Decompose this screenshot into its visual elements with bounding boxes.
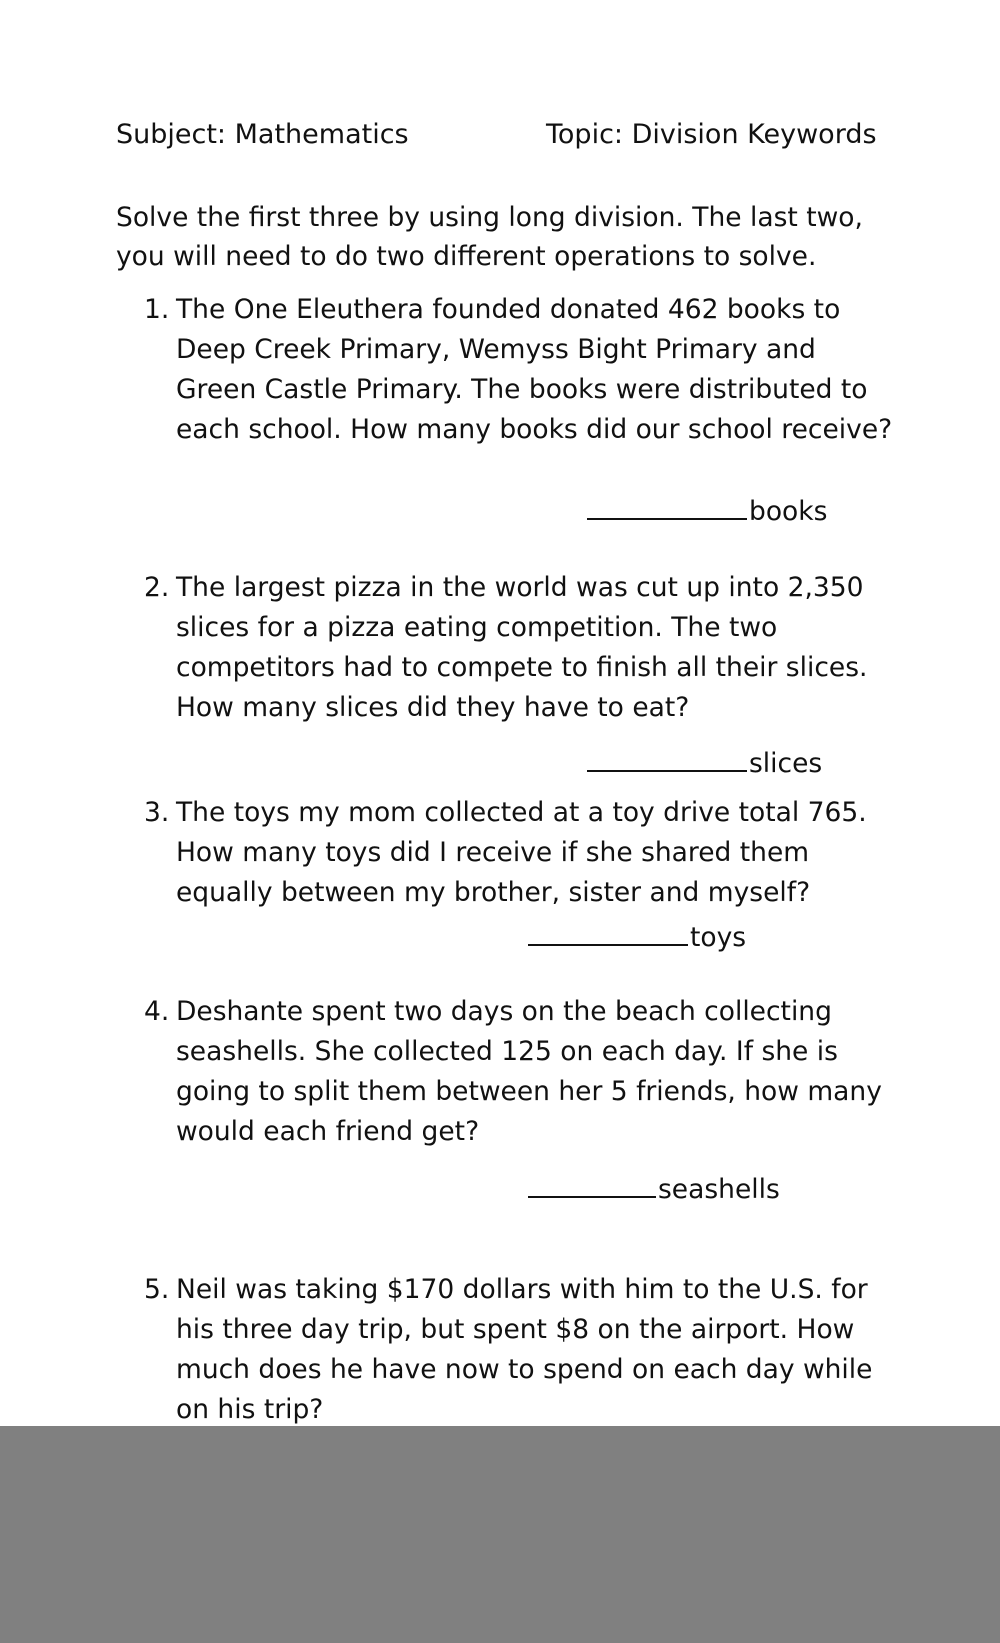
gray-footer-band <box>0 1426 1000 1643</box>
question-number: 3. <box>144 797 170 828</box>
answer-blank[interactable] <box>528 1168 656 1198</box>
answer-unit: books <box>749 496 828 527</box>
question-1 <box>144 290 904 450</box>
answer-line-2 <box>587 742 822 782</box>
answer-line-4 <box>528 1168 780 1208</box>
topic-heading: Topic: Division Keywords <box>546 119 877 150</box>
question-number: 5. <box>144 1274 170 1305</box>
answer-line-3 <box>528 916 746 956</box>
question-5 <box>144 1270 904 1430</box>
question-number: 4. <box>144 996 170 1027</box>
question-text: Deshante spent two days on the beach collecting seashells. She collected 125 on each day. If she is going to split them between her 5 friends, how many would each friend get? <box>176 996 882 1147</box>
answer-unit: seashells <box>658 1174 780 1205</box>
answer-blank[interactable] <box>587 742 747 772</box>
question-text: The largest pizza in the world was cut up into 2,350 slices for a pizza eating competition. The two competitors had to compete to finish all their slices. How many slices did they have to eat? <box>176 572 868 723</box>
question-number: 2. <box>144 572 170 603</box>
gray-footer-notch <box>0 1432 302 1438</box>
question-text: Neil was taking $170 dollars with him to the U.S. for his three day trip, but spent $8 on the airport. How much does he have now to spend on each day while on his trip? <box>176 1274 873 1425</box>
instructions: Solve the first three by using long division. The last two, you will need to do two different operations to solve. <box>116 202 863 272</box>
question-number: 1. <box>144 294 170 325</box>
question-2 <box>144 568 904 728</box>
answer-unit: slices <box>749 748 823 779</box>
question-4 <box>144 992 904 1152</box>
answer-blank[interactable] <box>528 916 688 946</box>
question-text: The toys my mom collected at a toy drive total 765. How many toys did I receive if she shared them equally between my brother, sister and myself? <box>176 797 867 908</box>
question-text: The One Eleuthera founded donated 462 books to Deep Creek Primary, Wemyss Bight Primary and Green Castle Primary. The books were distributed to each school. How many books did our school receive? <box>176 294 893 445</box>
question-3 <box>144 793 904 913</box>
answer-line-1 <box>587 490 827 530</box>
answer-blank[interactable] <box>587 490 747 520</box>
answer-unit: toys <box>690 922 747 953</box>
subject-heading: Subject: Mathematics <box>116 119 409 150</box>
